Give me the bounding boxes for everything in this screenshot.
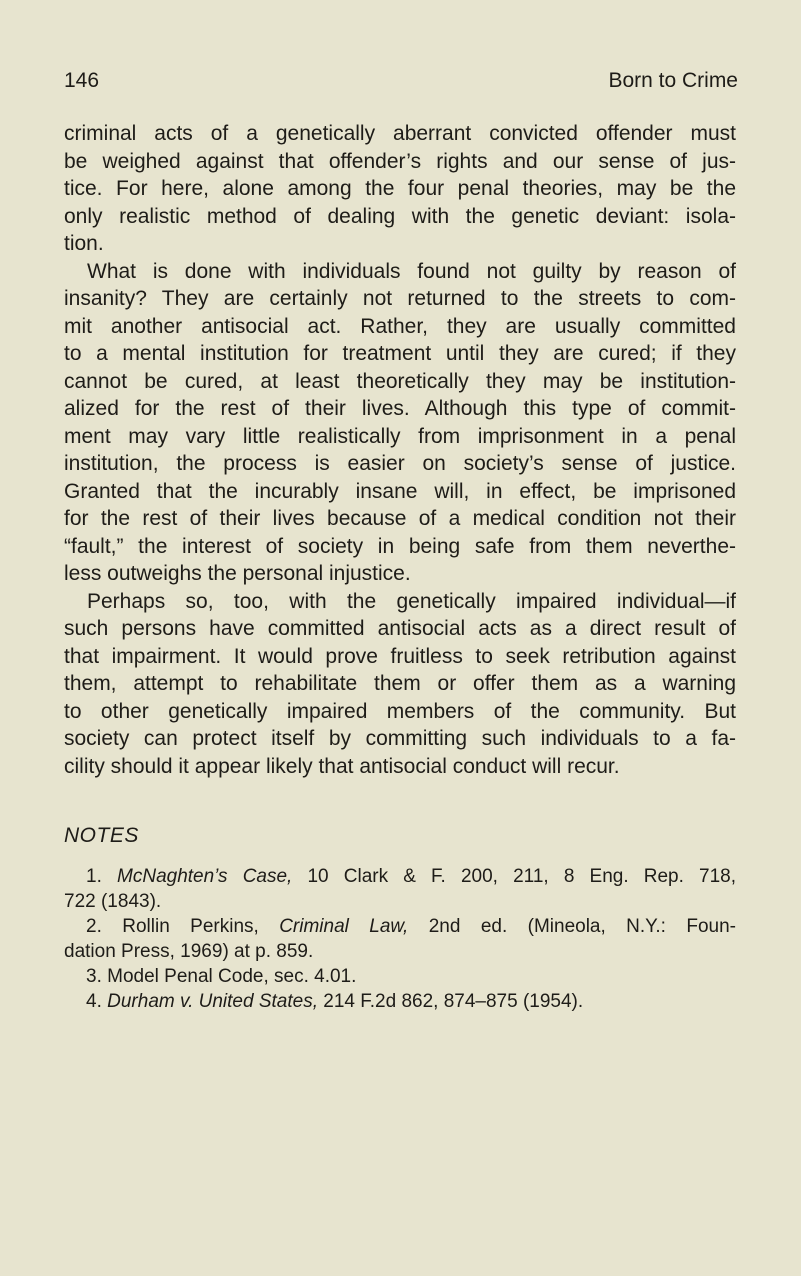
- body-line: criminal acts of a genetically aberrant convicted offender must: [64, 122, 736, 145]
- running-title: Born to Crime: [608, 69, 738, 92]
- note-book-title: Criminal Law,: [279, 916, 409, 937]
- body-line: cility should it appear likely that antisocial conduct will recur.: [64, 754, 620, 778]
- note-text: 214 F.2d 862, 874–875 (1954).: [318, 991, 584, 1012]
- body-line: What is done with individuals found not guilty by reason of: [87, 259, 736, 283]
- note-case-title: Durham v. United States,: [107, 991, 318, 1012]
- body-line: to other genetically impaired members of the community. But: [64, 699, 736, 723]
- body-line: only realistic method of dealing with the genetic deviant: isola-: [64, 204, 736, 228]
- note-item-1: [64, 864, 736, 889]
- note-text: 2nd ed. (Mineola, N.Y.: Foun-: [408, 916, 736, 937]
- note-text: Rollin Perkins,: [101, 916, 280, 937]
- body-line: be weighed against that offender’s rights and our sense of jus-: [64, 149, 736, 173]
- body-line: tion.: [64, 232, 104, 255]
- body-line: such persons have committed antisocial acts as a direct result of: [64, 617, 736, 640]
- body-line: “fault,” the interest of society in being safe from them neverthe-: [64, 534, 736, 558]
- body-line: mit another antisocial act. Rather, they are usually committed: [64, 314, 736, 338]
- notes-list: [64, 864, 736, 1014]
- body-line: less outweighs the personal injustice.: [64, 562, 411, 585]
- body-line: cannot be cured, at least theoretically they may be institution-: [64, 369, 736, 393]
- note-item-1-continuation: 722 (1843).: [64, 891, 162, 912]
- body-line: for the rest of their lives because of a medical condition not their: [64, 507, 736, 530]
- note-text: Model Penal Code, sec. 4.01.: [101, 966, 357, 987]
- note-number: 2.: [86, 916, 102, 937]
- body-line: institution, the process is easier on society’s sense of justice.: [64, 452, 736, 475]
- note-item-2: [64, 914, 736, 939]
- body-text: [64, 120, 736, 780]
- note-text: 10 Clark & F. 200, 211, 8 Eng. Rep. 718,: [292, 866, 737, 887]
- body-line: alized for the rest of their lives. Although this type of commit-: [64, 397, 736, 420]
- body-line: society can protect itself by committing such individuals to a fa-: [64, 727, 736, 750]
- note-number: 4.: [86, 991, 102, 1012]
- page-number: 146: [64, 69, 100, 92]
- body-line: that impairment. It would prove fruitless to seek retribution against: [64, 644, 736, 668]
- note-number: 3.: [86, 966, 102, 987]
- note-item-2-continuation: dation Press, 1969) at p. 859.: [64, 941, 314, 962]
- note-case-title: McNaghten’s Case,: [117, 866, 293, 887]
- running-head: [64, 66, 738, 96]
- body-line: insanity? They are certainly not returned to the streets to com-: [64, 287, 736, 310]
- body-line: Perhaps so, too, with the genetically impaired individual—if: [87, 589, 736, 613]
- body-line: to a mental institution for treatment until they are cured; if they: [64, 342, 736, 365]
- body-line: tice. For here, alone among the four penal theories, may be the: [64, 177, 736, 200]
- note-item-4: [64, 989, 736, 1014]
- note-item-3: [64, 964, 736, 989]
- body-line: ment may vary little realistically from imprisonment in a penal: [64, 424, 736, 448]
- body-line: them, attempt to rehabilitate them or offer them as a warning: [64, 672, 736, 695]
- notes-heading: NOTES: [64, 824, 139, 847]
- note-number: 1.: [86, 866, 102, 887]
- body-line: Granted that the incurably insane will, in effect, be imprisoned: [64, 479, 736, 503]
